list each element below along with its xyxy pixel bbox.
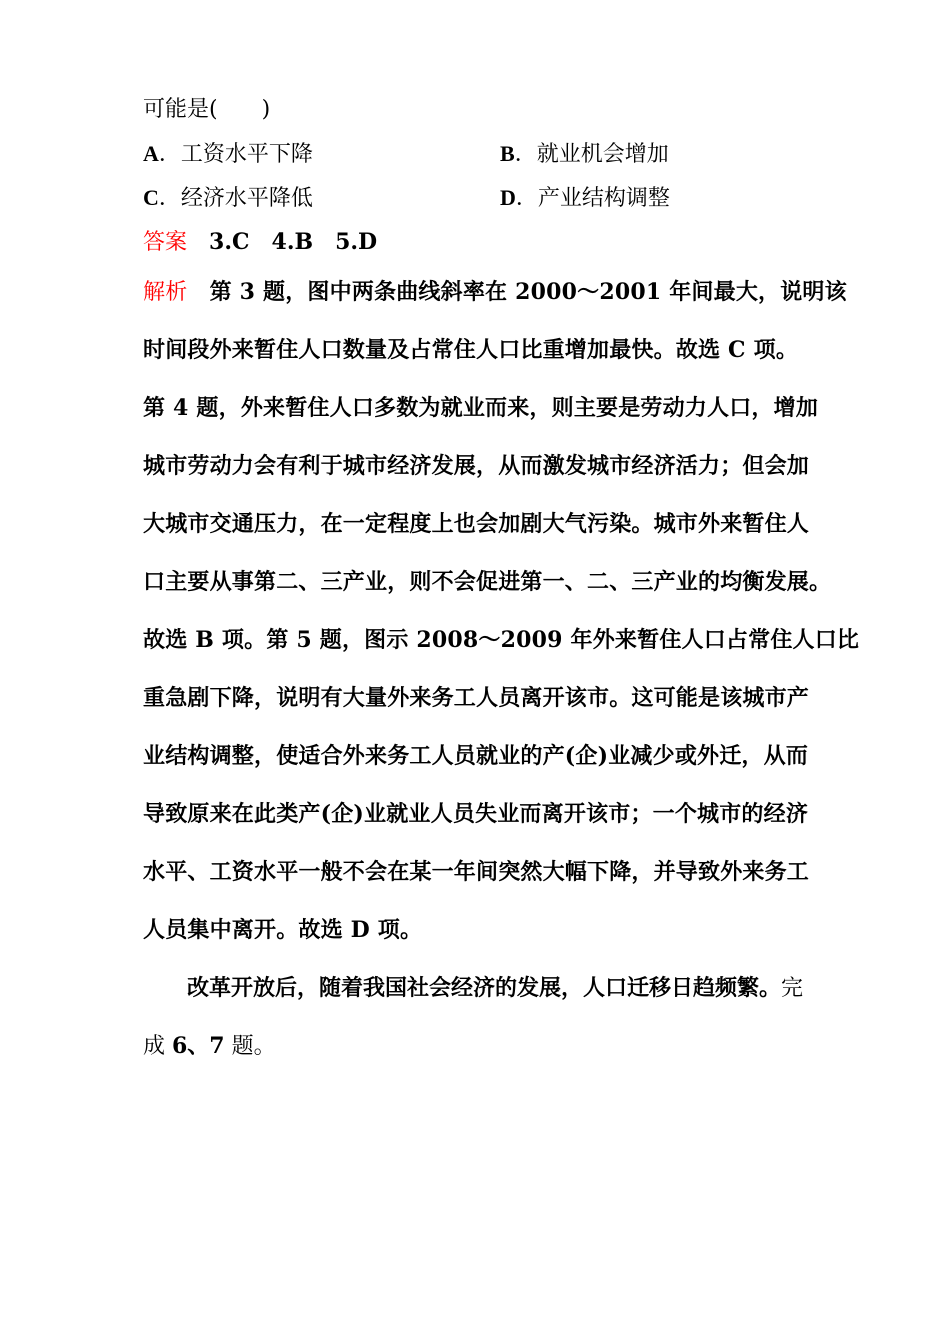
answer-line (143, 227, 377, 258)
analysis-line-11: 水平、工资水平一般不会在某一年间突然大幅下降，并导致外来务工 (143, 859, 810, 885)
analysis-line-3: 第 4 题，外来暂住人口多数为就业而来，则主要是劳动力人口，增加 (143, 395, 819, 421)
analysis-line-4: 城市劳动力会有利于城市经济发展，从而激发城市经济活力；但会加 (143, 453, 810, 479)
analysis-line-12: 人员集中离开。故选 D 项。 (143, 917, 423, 943)
option-a: A．工资水平下降 (143, 141, 313, 167)
option-c: C．经济水平降低 (143, 185, 313, 211)
analysis-line-8: 重急剧下降，说明有大量外来务工人员离开该市。这可能是该城市产 (143, 685, 810, 711)
option-a-text: 工资水平下降 (180, 142, 313, 167)
analysis-line-10: 导致原来在此类产(企)业就业人员失业而离开该市；一个城市的经济 (143, 801, 809, 827)
analysis-line-5: 大城市交通压力，在一定程度上也会加剧大气污染。城市外来暂住人 (143, 511, 810, 537)
question-range: 6、7 (172, 1033, 225, 1059)
intro-text: 改革开放后，随着我国社会经济的发展，人口迁移日趋频繁。 (187, 975, 782, 1001)
analysis-line-1: 解析 第 3 题，图中两条曲线斜率在 2000～2001 年间最大，说明该 (143, 279, 847, 305)
analysis-label: 解析 (143, 280, 188, 305)
question-stem-tail: 可能是( ) (143, 97, 271, 122)
option-c-letter: C (143, 185, 159, 210)
option-b: B．就业机会增加 (500, 141, 669, 167)
option-d-text: 产业结构调整 (537, 186, 670, 211)
option-d: D．产业结构调整 (500, 185, 670, 211)
option-d-letter: D (500, 185, 516, 210)
analysis-line-9: 业结构调整，使适合外来务工人员就业的产(企)业减少或外迁，从而 (143, 743, 809, 769)
option-b-text: 就业机会增加 (536, 142, 669, 167)
analysis-line-2: 时间段外来暂住人口数量及占常住人口比重增加最快。故选 C 项。 (143, 337, 799, 363)
analysis-line-6: 口主要从事第二、三产业，则不会促进第一、二、三产业的均衡发展。 (143, 569, 832, 595)
intro-line-1 (187, 973, 803, 1004)
option-c-text: 经济水平降低 (180, 186, 313, 211)
analysis-line-7: 故选 B 项。第 5 题，图示 2008～2009 年外来暂住人口占常住人口比 (143, 627, 860, 653)
option-a-letter: A (143, 141, 159, 166)
answer-text: 3.C 4.B 5.D (209, 229, 378, 255)
answer-label: 答案 (143, 230, 188, 255)
option-b-letter: B (500, 141, 515, 166)
intro-tail: 完 (781, 976, 804, 1001)
intro-line-2: 成 6、7 题。 (143, 1033, 276, 1059)
